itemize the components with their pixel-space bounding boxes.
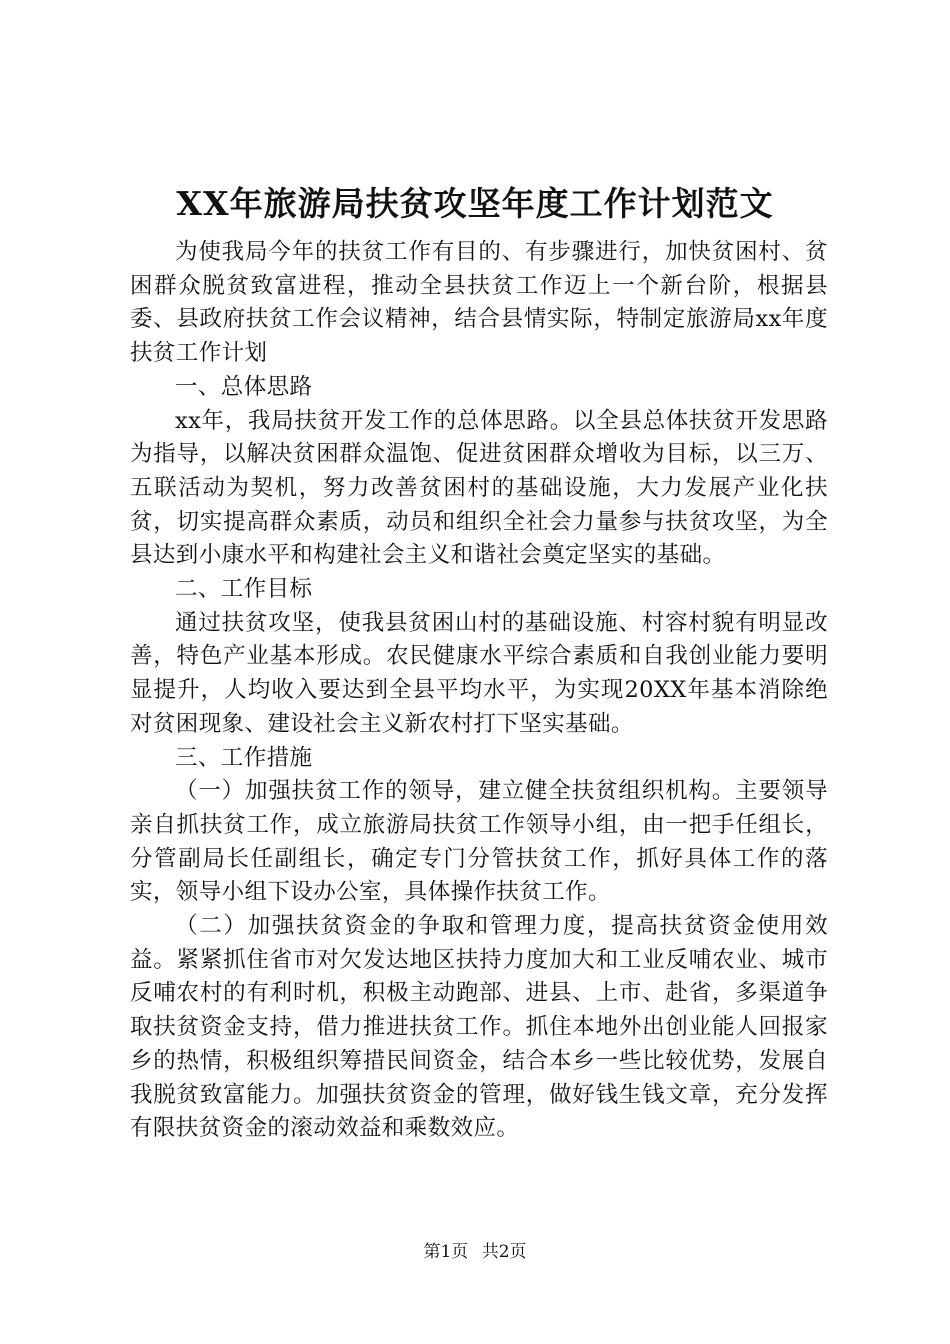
page-number-current: 第1页 (423, 1242, 469, 1262)
section-heading-measures: 三、工作措施 (175, 744, 313, 771)
paragraph-measure-2: （二）加强扶贫资金的争取和管理力度，提高扶贫资金使用效益。紧紧抓住省市对欠发达地区扶持力度加大和工业反哺农业、城市反哺农村的有利时机，积极主动跑部、进县、上市、赴省，多渠道争取扶贫资金支持，借力推进扶贫工作。抓住本地外出创业能人回报家乡的热情，积极组织筹措民间资金，结合本乡一些比较优势，发展自我脱贫致富能力。加强扶贫资金的管理，做好钱生钱文章，充分发挥有限扶贫资金的滚动效益和乘数效应。 (130, 913, 828, 1142)
section-heading-overall: 一、总体思路 (175, 373, 313, 400)
section-heading-goals: 二、工作目标 (175, 576, 313, 603)
paragraph-intro: 为使我局今年的扶贫工作有目的、有步骤进行，加快贫困村、贫困群众脱贫致富进程，推动全县扶贫工作迈上一个新台阶，根据县委、县政府扶贫工作会议精神，结合县情实际，特制定旅游局xx年度扶贫工作计划 (130, 239, 828, 367)
page-number-total: 共2页 (481, 1242, 527, 1262)
paragraph-measure-1: （一）加强扶贫工作的领导，建立健全扶贫组织机构。主要领导亲自抓扶贫工作，成立旅游局扶贫工作领导小组，由一把手任组长，分管副局长任副组长，确定专门分管扶贫工作，抓好具体工作的落实，领导小组下设办公室，具体操作扶贫工作。 (130, 778, 828, 906)
document-body (130, 236, 828, 1146)
paragraph-goals: 通过扶贫攻坚，使我县贫困山村的基础设施、村容村貌有明显改善，特色产业基本形成。农民健康水平综合素质和自我创业能力要明显提升，人均收入要达到全县平均水平，为实现20XX年基本消除绝对贫困现象、建设社会主义新农村打下坚实基础。 (130, 609, 828, 737)
document-title: XX年旅游局扶贫攻坚年度工作计划范文 (176, 184, 774, 223)
page-footer (0, 1240, 950, 1264)
paragraph-overall: xx年，我局扶贫开发工作的总体思路。以全县总体扶贫开发思路为指导，以解决贫困群众温饱、促进贫困群众增收为目标，以三万、五联活动为契机，努力改善贫困村的基础设施，大力发展产业化扶贫，切实提高群众素质，动员和组织全社会力量参与扶贫攻坚，为全县达到小康水平和构建社会主义和谐社会奠定坚实的基础。 (130, 407, 828, 569)
